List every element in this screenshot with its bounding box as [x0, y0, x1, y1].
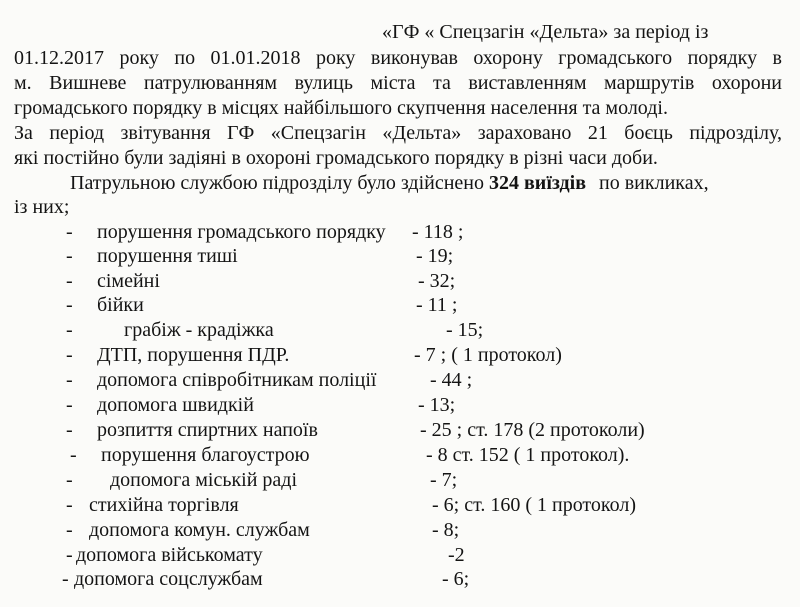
list-item-dash: - [66, 519, 73, 541]
list-item-label: допомога військомату [76, 544, 263, 566]
list-item-label: грабіж - крадіжка [124, 319, 274, 341]
summary-line-1 [70, 171, 709, 195]
list-item [0, 244, 800, 268]
list-item-dash: - [66, 544, 73, 566]
summary-pre: Патрульною службою підрозділу було здійснено [70, 172, 484, 194]
list-item-value: - 44 ; [430, 369, 473, 391]
list-item-value: - 15; [446, 319, 484, 341]
list-item-value: - 7 ; ( 1 протокол) [414, 344, 562, 366]
list-item-dash: - [66, 344, 73, 366]
list-item [0, 220, 800, 244]
list-item [0, 343, 800, 367]
list-item-value: - 6; [442, 568, 470, 590]
list-item-dash: - [66, 469, 73, 491]
list-item-dash: - [62, 568, 69, 590]
list-item [0, 318, 800, 342]
list-item [0, 468, 800, 492]
list-item-dash: - [66, 245, 73, 267]
list-item-value: - 118 ; [412, 221, 464, 243]
list-item-value: -2 [448, 544, 465, 566]
list-item-value: - 19; [416, 245, 454, 267]
list-item-label: розпиття спиртних напоїв [97, 419, 318, 441]
list-item [0, 518, 800, 542]
list-item-label: допомога соцслужбам [74, 568, 263, 590]
list-item-dash: - [66, 319, 73, 341]
list-item-dash: - [66, 294, 73, 316]
intro-line-4: громадського порядку в місцях найбільшого скупчення населення та молоді. [14, 97, 668, 119]
list-item-label: порушення тиші [97, 245, 238, 267]
list-item-label: стихійна торгівля [89, 494, 239, 516]
list-item [0, 393, 800, 417]
list-item-value: - 7; [430, 469, 458, 491]
intro-line-2: 01.12.2017 року по 01.01.2018 року виконував охорону громадського порядку в [14, 47, 782, 69]
report-line-1: За період звітування ГФ «Спецзагін «Дельта» зараховано 21 боєць підрозділу, [14, 122, 782, 144]
list-item-dash: - [66, 494, 73, 516]
list-item-dash: - [66, 369, 73, 391]
list-item-value: - 32; [418, 270, 456, 292]
summary-post: по викликах, [599, 172, 709, 194]
list-item-dash: - [70, 444, 77, 466]
summary-line-2: із них; [14, 196, 70, 218]
list-item-label: бійки [97, 294, 144, 316]
list-item [0, 567, 800, 591]
list-item-dash: - [66, 221, 73, 243]
list-item-label: ДТП, порушення ПДР. [97, 344, 290, 366]
summary-visits-count: 324 виїздів [489, 172, 587, 194]
list-item [0, 543, 800, 567]
list-item [0, 493, 800, 517]
list-item [0, 418, 800, 442]
list-item [0, 269, 800, 293]
list-item-dash: - [66, 270, 73, 292]
list-item-value: - 11 ; [416, 294, 458, 316]
list-item [0, 443, 800, 467]
list-item-value: - 25 ; ст. 178 (2 протоколи) [420, 419, 645, 441]
list-item [0, 368, 800, 392]
list-item-label: порушення благоустрою [101, 444, 310, 466]
list-item-label: допомога швидкій [97, 394, 254, 416]
list-item-label: порушення громадського порядку [97, 221, 386, 243]
list-item-label: допомога співробітникам поліції [97, 369, 377, 391]
list-item-dash: - [66, 394, 73, 416]
list-item-value: - 8 ст. 152 ( 1 протокол). [426, 444, 630, 466]
list-item-label: допомога міській раді [110, 469, 298, 491]
list-item-dash: - [66, 419, 73, 441]
list-item [0, 293, 800, 317]
list-item-label: сімейні [97, 270, 160, 292]
intro-line-3: м. Вишневе патрулюванням вулиць міста та виставленням маршрутів охорони [14, 72, 782, 94]
list-item-value: - 8; [432, 519, 460, 541]
list-item-value: - 13; [418, 394, 456, 416]
list-item-label: допомога комун. службам [89, 519, 310, 541]
intro-line-1: «ГФ « Спецзагін «Дельта» за період із [382, 21, 709, 43]
list-item-value: - 6; ст. 160 ( 1 протокол) [432, 494, 636, 516]
report-line-2: які постійно були задіяні в охороні громадського порядку в різні часи доби. [14, 147, 658, 169]
